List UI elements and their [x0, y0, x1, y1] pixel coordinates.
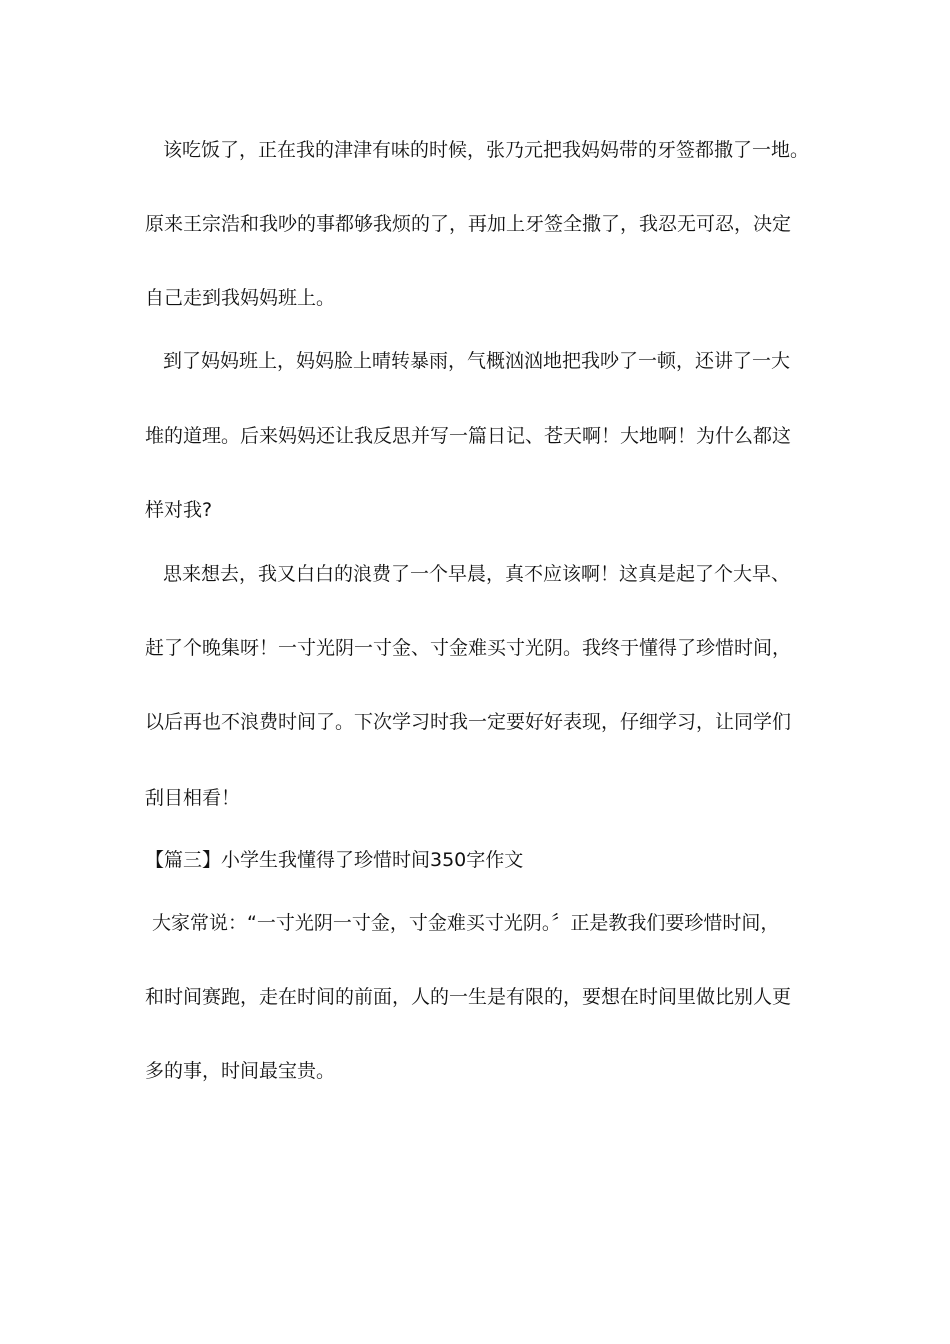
paragraph-1-line-1: 该吃饭了，正在我的津津有味的时候，张乃元把我妈妈带的牙签都撒了一地。: [163, 139, 810, 161]
paragraph-2-line-2: 堆的道理。后来妈妈还让我反思并写一篇日记、苍天啊！大地啊！为什么都这: [145, 425, 792, 447]
final-paragraph-line-2: 和时间赛跑，走在时间的前面，人的一生是有限的，要想在时间里做比别人更: [145, 986, 792, 1008]
paragraph-3-line-2: 赶了个晚集呀！一寸光阴一寸金、寸金难买寸光阴。我终于懂得了珍惜时间，: [145, 637, 792, 659]
final-paragraph-line-3: 多的事，时间最宝贵。: [145, 1060, 336, 1082]
paragraph-3-line-1: 思来想去，我又白白的浪费了一个早晨，真不应该啊！这真是起了个大早、: [163, 563, 791, 585]
paragraph-2-line-1: 到了妈妈班上，妈妈脸上晴转暴雨，气概汹汹地把我吵了一顿，还讲了一大: [163, 350, 791, 372]
paragraph-1-line-2: 原来王宗浩和我吵的事都够我烦的了，再加上牙签全撒了，我忍无可忍，决定: [145, 213, 792, 235]
final-paragraph-line-1: 大家常说：“一寸光阴一寸金，寸金难买寸光阴。〞正是教我们要珍惜时间，: [152, 912, 780, 934]
paragraph-1-line-3: 自己走到我妈妈班上。: [145, 287, 336, 309]
paragraph-3-line-3: 以后再也不浪费时间了。下次学习时我一定要好好表现，仔细学习，让同学们: [145, 711, 792, 733]
paragraph-3-line-4: 刮目相看！: [145, 787, 241, 809]
section-heading: 【篇三】小学生我懂得了珍惜时间350字作文: [145, 849, 524, 871]
paragraph-2-line-3: 样对我?: [145, 499, 213, 521]
